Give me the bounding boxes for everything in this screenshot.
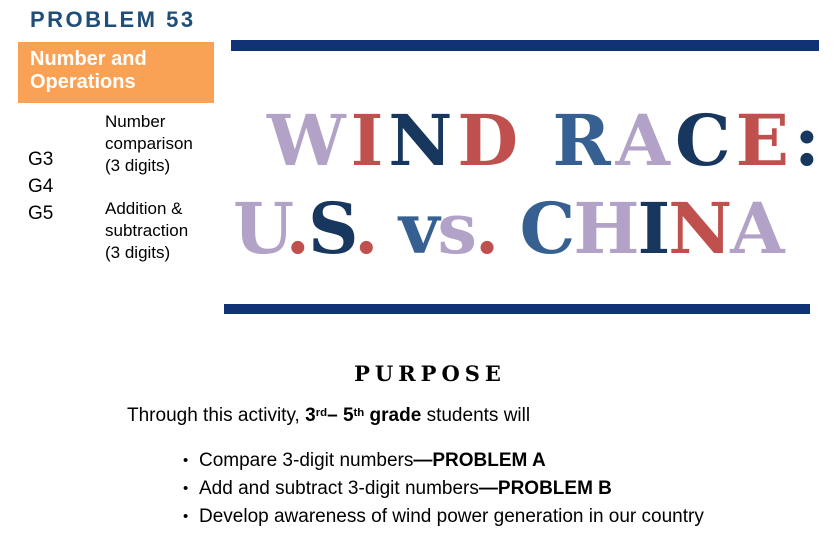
title-letter: C — [674, 99, 736, 182]
title-letter: . — [474, 187, 498, 270]
text-segment: – 5 — [327, 405, 354, 426]
strand-line-1: Number and — [30, 48, 147, 70]
grade-item: G4 — [28, 176, 54, 197]
bullet-item — [183, 506, 704, 528]
bullet-text — [199, 506, 704, 528]
topic-block — [105, 198, 220, 264]
topic-line: Addition & — [105, 199, 183, 218]
bullet-dot: • — [183, 452, 189, 469]
title-letter — [497, 187, 519, 270]
bullet-text — [199, 450, 546, 472]
title-letter: U — [233, 187, 286, 270]
title-letter: E — [735, 99, 795, 182]
text-segment: Develop awareness of wind power generation in our country — [199, 506, 704, 527]
bullet-dot: • — [183, 508, 189, 525]
purpose-bullet-list — [183, 450, 704, 534]
title-letter: N — [388, 99, 458, 182]
title-letter: I — [637, 187, 669, 270]
title-letter: C — [519, 187, 574, 270]
text-segment: rd — [315, 406, 328, 419]
math-strand-box — [18, 42, 214, 103]
text-segment: Add and subtract 3-digit numbers — [199, 478, 479, 499]
purpose-heading: PURPOSE — [354, 361, 506, 386]
title-letter: v — [398, 187, 438, 270]
title-letter: . — [354, 187, 377, 270]
top-divider-bar — [231, 40, 819, 51]
title-letter — [523, 99, 552, 182]
title-line-1 — [267, 99, 825, 182]
topic-line: (3 digits) — [105, 243, 171, 262]
bottom-divider-bar — [224, 304, 810, 314]
problem-number-heading: PROBLEM 53 — [30, 7, 196, 32]
title-letter: A — [730, 187, 783, 270]
text-segment: th — [353, 406, 365, 419]
title-letter — [376, 187, 398, 270]
topic-line: (3 digits) — [105, 156, 171, 175]
bullet-item — [183, 478, 704, 500]
title-letter: D — [457, 99, 524, 182]
text-segment: —PROBLEM B — [478, 478, 612, 499]
topic-block — [105, 111, 220, 177]
title-letter: S — [308, 187, 355, 270]
title-letter: . — [285, 187, 308, 270]
text-segment: students will — [421, 405, 531, 426]
bullet-text — [199, 478, 612, 500]
text-segment: Through this activity, — [127, 405, 306, 426]
grade-list — [28, 146, 53, 227]
topic-line: Number — [105, 112, 166, 131]
text-segment: —PROBLEM A — [413, 450, 546, 471]
title-letter: H — [573, 187, 638, 270]
purpose-intro-text — [127, 403, 530, 431]
text-segment: grade — [364, 405, 422, 426]
grade-item: G5 — [28, 203, 54, 224]
topic-list — [105, 111, 220, 264]
grade-item: G3 — [28, 149, 54, 170]
title-letter: N — [668, 187, 731, 270]
title-letter: A — [615, 99, 675, 182]
title-line-2 — [233, 187, 783, 270]
topic-line: subtraction — [105, 221, 189, 240]
title-letter: I — [350, 99, 389, 182]
title-letter: : — [794, 99, 825, 182]
text-segment: Compare 3-digit numbers — [199, 450, 414, 471]
bullet-item — [183, 450, 704, 472]
title-letter: R — [552, 99, 616, 182]
topic-line: comparison — [105, 134, 193, 153]
bullet-dot: • — [183, 480, 189, 497]
title-letter: W — [267, 99, 351, 182]
text-segment: 3 — [305, 405, 316, 426]
title-letter: s — [437, 187, 475, 270]
strand-line-2: Operations — [30, 71, 136, 93]
